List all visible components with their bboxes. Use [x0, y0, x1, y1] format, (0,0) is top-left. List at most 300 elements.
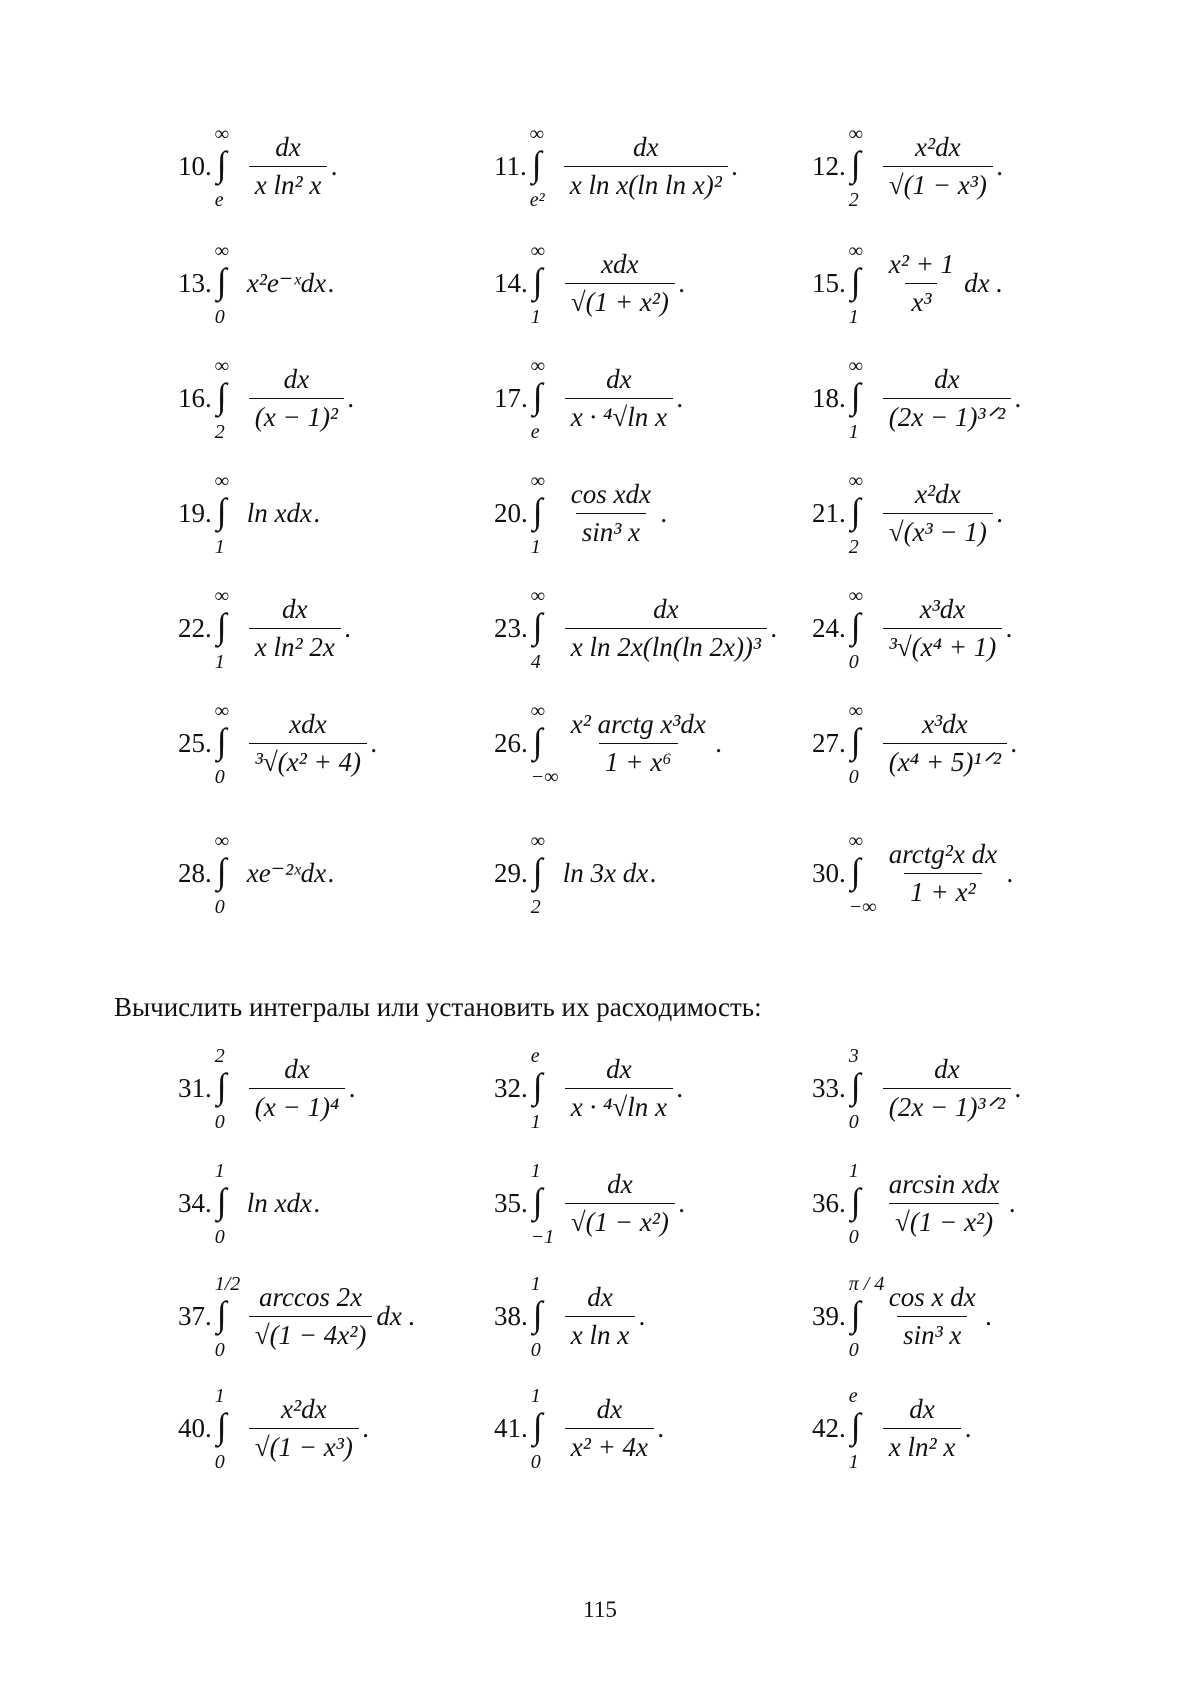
denominator: √(x³ − 1) — [883, 513, 993, 548]
integral-problem — [494, 240, 686, 328]
denominator: x · ⁴√ln x — [565, 398, 673, 433]
integral-sign — [848, 1045, 875, 1133]
trailing-text: . — [1015, 382, 1022, 413]
lower-limit: 0 — [214, 766, 225, 788]
integral-problem — [178, 1385, 370, 1473]
numerator: arcsin xdx — [888, 1168, 1000, 1199]
problem-number: 16. — [178, 382, 212, 413]
numerator: x² + 1 — [888, 248, 955, 279]
denominator: (x − 1)⁴ — [249, 1088, 346, 1123]
problem-number: 18. — [812, 382, 846, 413]
lower-limit: 2 — [214, 421, 225, 443]
integrand-fraction — [565, 479, 657, 548]
trailing-text: . — [676, 1072, 684, 1103]
trailing-text: . — [370, 727, 378, 758]
lower-limit: 1 — [848, 421, 859, 443]
integral-sign — [214, 700, 241, 788]
upper-limit: ∞ — [214, 470, 230, 492]
numerator: dx — [909, 1393, 935, 1424]
integral-problem — [494, 830, 657, 918]
numerator: dx — [284, 1053, 310, 1084]
problem-number: 25. — [178, 727, 212, 758]
trailing-text: . — [639, 1300, 646, 1331]
trailing-text: . — [660, 497, 668, 528]
integral-glyph: ∫ — [216, 606, 227, 646]
integral-sign — [530, 1045, 557, 1133]
integral-problem — [178, 830, 335, 918]
problem-number: 21. — [812, 497, 846, 528]
integral-glyph: ∫ — [531, 144, 542, 184]
integral-problem — [494, 1045, 684, 1133]
integral-glyph: ∫ — [532, 261, 543, 301]
integrand-fraction — [565, 594, 767, 663]
lower-limit: e — [214, 189, 224, 211]
integral-glyph: ∫ — [850, 851, 861, 891]
upper-limit: 1 — [214, 1160, 225, 1182]
numerator: dx — [283, 363, 310, 394]
integral-problem — [812, 1273, 993, 1361]
section-heading: Вычислить интегралы или установить их расходимость: — [114, 992, 762, 1022]
integral-problem — [812, 1160, 1017, 1248]
denominator: x ln 2x(ln(ln 2x))³ — [565, 628, 767, 663]
problem-number: 38. — [494, 1300, 528, 1331]
integral-problem — [812, 470, 1004, 558]
lower-limit: 1 — [530, 1111, 541, 1133]
trailing-text: . — [678, 267, 686, 298]
integral-sign — [848, 585, 875, 673]
integrand-fraction — [883, 1282, 982, 1351]
upper-limit: ∞ — [530, 355, 546, 377]
lower-limit: e — [530, 421, 540, 443]
integrand: xe⁻²ˣdx — [246, 857, 327, 888]
upper-limit: ∞ — [848, 470, 864, 492]
problem-number: 20. — [494, 497, 528, 528]
denominator: x · ⁴√ln x — [565, 1088, 673, 1123]
trailing-text: . — [658, 1412, 665, 1443]
integral-problem — [178, 1273, 416, 1361]
denominator: (x − 1)² — [249, 398, 344, 433]
numerator: arccos 2x — [258, 1281, 363, 1312]
integral-sign — [530, 1385, 557, 1473]
trailing-text: . — [1010, 727, 1018, 758]
integral-sign — [848, 1385, 875, 1473]
lower-limit: 2 — [848, 189, 859, 211]
problem-number: 41. — [494, 1412, 528, 1443]
integral-glyph: ∫ — [216, 1066, 227, 1106]
integral-sign — [214, 830, 241, 918]
numerator: xdx — [601, 248, 639, 279]
integral-problem — [494, 1160, 686, 1248]
lower-limit: 0 — [530, 1339, 541, 1361]
integral-problem — [812, 585, 1013, 673]
upper-limit: ∞ — [530, 830, 546, 852]
trailing-text: dx . — [964, 267, 1004, 298]
integral-sign — [848, 355, 875, 443]
integral-glyph: ∫ — [850, 1181, 861, 1221]
problem-number: 26. — [494, 727, 528, 758]
upper-limit: ∞ — [848, 700, 864, 722]
trailing-text: . — [996, 150, 1004, 181]
upper-limit: ∞ — [214, 830, 230, 852]
problem-number: 13. — [178, 267, 212, 298]
lower-limit: 1 — [530, 306, 541, 328]
upper-limit: ∞ — [529, 123, 545, 145]
integral-problem — [494, 355, 684, 443]
trailing-text: . — [313, 1187, 321, 1218]
problem-number: 12. — [812, 150, 846, 181]
problem-number: 30. — [812, 857, 846, 888]
integral-glyph: ∫ — [216, 144, 227, 184]
integral-glyph: ∫ — [850, 1066, 861, 1106]
integral-problem — [812, 830, 1014, 918]
problem-number: 27. — [812, 727, 846, 758]
upper-limit: 1 — [530, 1385, 541, 1407]
denominator: x² + 4x — [565, 1428, 654, 1463]
integrand-fraction — [565, 1282, 635, 1351]
trailing-text: . — [348, 382, 355, 413]
integral-glyph: ∫ — [216, 1406, 227, 1446]
lower-limit: 0 — [214, 1451, 225, 1473]
problem-number: 15. — [812, 267, 846, 298]
integral-sign — [848, 1160, 875, 1248]
integrand-fraction — [565, 1169, 675, 1238]
denominator: x ln² x — [249, 166, 328, 201]
lower-limit: 0 — [848, 1339, 859, 1361]
lower-limit: 4 — [530, 651, 541, 673]
lower-limit: 2 — [848, 536, 859, 558]
integrand-fraction — [883, 479, 993, 548]
integrand-fraction — [249, 709, 367, 778]
integrand-fraction — [565, 1054, 673, 1123]
integral-sign — [214, 470, 241, 558]
integral-problem — [178, 355, 355, 443]
integral-glyph: ∫ — [532, 376, 543, 416]
numerator: dx — [587, 1281, 613, 1312]
integrand-fraction — [565, 1394, 654, 1463]
upper-limit: 1 — [530, 1273, 541, 1295]
upper-limit: 1 — [530, 1160, 541, 1182]
trailing-text: . — [362, 1412, 370, 1443]
trailing-text: . — [349, 1072, 357, 1103]
problem-number: 14. — [494, 267, 528, 298]
integrand: ln xdx — [246, 1187, 312, 1218]
lower-limit: −∞ — [848, 896, 877, 918]
integral-sign — [214, 585, 241, 673]
denominator: ³√(x⁴ + 1) — [883, 628, 1003, 663]
integral-glyph: ∫ — [216, 721, 227, 761]
integral-problem — [178, 700, 378, 788]
trailing-text: . — [313, 497, 321, 528]
integrand-fraction — [883, 364, 1011, 433]
lower-limit: 0 — [848, 1226, 859, 1248]
lower-limit: 0 — [214, 896, 225, 918]
lower-limit: 1 — [848, 306, 859, 328]
problem-number: 34. — [178, 1187, 212, 1218]
integral-problem — [494, 1273, 646, 1361]
integral-problem — [494, 1385, 665, 1473]
upper-limit: ∞ — [848, 585, 864, 607]
integral-sign — [530, 1160, 557, 1248]
integral-sign — [530, 700, 559, 788]
integrand-fraction — [565, 364, 673, 433]
trailing-text: dx . — [376, 1300, 416, 1331]
denominator: x ln² 2x — [249, 628, 341, 663]
numerator: dx — [633, 131, 659, 162]
upper-limit: 1/2 — [214, 1273, 241, 1295]
integral-glyph: ∫ — [532, 851, 543, 891]
integral-sign — [214, 1160, 241, 1248]
integral-sign — [848, 830, 877, 918]
lower-limit: 0 — [530, 1451, 541, 1473]
problem-number: 36. — [812, 1187, 846, 1218]
integral-sign — [848, 700, 875, 788]
integral-sign — [214, 1273, 241, 1361]
upper-limit: 3 — [848, 1045, 859, 1067]
problem-number: 11. — [494, 150, 527, 181]
integral-sign — [848, 240, 875, 328]
problem-number: 42. — [812, 1412, 846, 1443]
integral-problem — [178, 123, 339, 211]
integrand-fraction — [565, 709, 712, 778]
lower-limit: 1 — [214, 536, 225, 558]
integral-glyph: ∫ — [532, 1181, 543, 1221]
lower-limit: 1 — [848, 1451, 859, 1473]
integrand: x²e⁻ˣdx — [246, 267, 327, 298]
integral-problem — [494, 700, 723, 788]
integral-sign — [214, 240, 241, 328]
integral-problem — [812, 700, 1018, 788]
integral-glyph: ∫ — [850, 1406, 861, 1446]
numerator: arctg²x dx — [888, 838, 998, 869]
problem-number: 39. — [812, 1300, 846, 1331]
problem-number: 28. — [178, 857, 212, 888]
denominator: x ln x — [565, 1316, 635, 1351]
integral-glyph: ∫ — [532, 721, 543, 761]
integral-sign — [530, 830, 557, 918]
denominator: √(1 − x²) — [565, 1203, 675, 1238]
integral-glyph: ∫ — [532, 1294, 543, 1334]
integral-sign — [848, 123, 875, 211]
integrand-fraction — [883, 1394, 962, 1463]
integral-problem — [178, 1160, 321, 1248]
denominator: 1 + x² — [904, 873, 981, 908]
numerator: cos xdx — [570, 478, 651, 509]
denominator: 1 + x⁶ — [599, 743, 678, 778]
lower-limit: 1 — [530, 536, 541, 558]
upper-limit: e — [848, 1385, 858, 1407]
integral-glyph: ∫ — [216, 1181, 227, 1221]
problem-number: 19. — [178, 497, 212, 528]
integrand-fraction — [883, 594, 1003, 663]
problem-number: 37. — [178, 1300, 212, 1331]
problem-number: 10. — [178, 150, 212, 181]
integrand-fraction — [249, 1394, 359, 1463]
trailing-text: . — [650, 857, 657, 888]
integral-problem — [812, 355, 1022, 443]
integral-glyph: ∫ — [850, 1294, 861, 1334]
denominator: x³ — [905, 283, 937, 318]
integral-glyph: ∫ — [216, 851, 227, 891]
problem-number: 32. — [494, 1072, 528, 1103]
trailing-text: . — [328, 857, 335, 888]
numerator: x³dx — [922, 708, 968, 739]
integral-glyph: ∫ — [216, 376, 227, 416]
integrand-fraction — [883, 249, 960, 318]
upper-limit: 1 — [848, 1160, 859, 1182]
integrand: ln 3x dx — [562, 857, 649, 888]
upper-limit: ∞ — [848, 830, 864, 852]
numerator: x² arctg x³dx — [570, 708, 706, 739]
integrand-fraction — [883, 132, 993, 201]
integral-glyph: ∫ — [532, 1406, 543, 1446]
numerator: dx — [596, 1393, 623, 1424]
integrand-fraction — [249, 594, 341, 663]
upper-limit: ∞ — [530, 700, 546, 722]
problem-number: 24. — [812, 612, 846, 643]
trailing-text: . — [715, 727, 723, 758]
numerator: x²dx — [281, 1393, 327, 1424]
integral-glyph: ∫ — [532, 1066, 543, 1106]
upper-limit: ∞ — [530, 240, 546, 262]
trailing-text: . — [1006, 612, 1013, 643]
integrand-fraction — [883, 839, 1003, 908]
denominator: sin³ x — [576, 513, 646, 548]
trailing-text: . — [985, 1300, 993, 1331]
upper-limit: ∞ — [848, 123, 864, 145]
integral-sign — [214, 355, 241, 443]
upper-limit: ∞ — [214, 355, 230, 377]
upper-limit: ∞ — [214, 123, 230, 145]
trailing-text: . — [1015, 1072, 1022, 1103]
integral-glyph: ∫ — [532, 606, 543, 646]
upper-limit: ∞ — [848, 355, 864, 377]
lower-limit: 2 — [530, 896, 541, 918]
upper-limit: π / 4 — [848, 1273, 885, 1295]
integrand-fraction — [883, 1054, 1011, 1123]
trailing-text: . — [676, 382, 684, 413]
trailing-text: . — [328, 267, 335, 298]
trailing-text: . — [678, 1187, 686, 1218]
integral-problem — [812, 240, 1004, 328]
numerator: dx — [607, 1168, 633, 1199]
trailing-text: . — [996, 497, 1004, 528]
denominator: √(1 − x³) — [249, 1428, 359, 1463]
numerator: dx — [653, 593, 679, 624]
denominator: √(1 − x³) — [883, 166, 993, 201]
integral-problem — [812, 123, 1004, 211]
integral-problem — [812, 1385, 973, 1473]
problem-number: 17. — [494, 382, 528, 413]
integrand-fraction — [249, 1282, 373, 1351]
lower-limit: e² — [529, 189, 545, 211]
lower-limit: −1 — [530, 1226, 555, 1248]
integral-sign — [530, 240, 557, 328]
integral-glyph: ∫ — [216, 491, 227, 531]
denominator: x ln² x — [883, 1428, 962, 1463]
denominator: (x⁴ + 5)¹ᐟ² — [883, 743, 1007, 778]
problem-number: 33. — [812, 1072, 846, 1103]
upper-limit: ∞ — [214, 700, 230, 722]
denominator: √(1 + x²) — [565, 283, 675, 318]
integral-sign — [214, 1045, 241, 1133]
integral-problem — [178, 1045, 357, 1133]
integral-sign — [848, 1273, 885, 1361]
numerator: dx — [934, 363, 960, 394]
denominator: √(1 − 4x²) — [249, 1316, 373, 1351]
numerator: dx — [275, 131, 301, 162]
denominator: √(1 − x²) — [889, 1203, 999, 1238]
integral-glyph: ∫ — [850, 491, 861, 531]
upper-limit: ∞ — [530, 585, 546, 607]
numerator: dx — [282, 593, 308, 624]
problem-number: 22. — [178, 612, 212, 643]
problem-number: 31. — [178, 1072, 212, 1103]
upper-limit: ∞ — [848, 240, 864, 262]
denominator: sin³ x — [897, 1316, 967, 1351]
lower-limit: 0 — [848, 1111, 859, 1133]
upper-limit: ∞ — [214, 585, 230, 607]
problem-number: 40. — [178, 1412, 212, 1443]
integrand-fraction — [249, 364, 344, 433]
numerator: dx — [934, 1053, 960, 1084]
integral-glyph: ∫ — [216, 261, 227, 301]
upper-limit: 2 — [214, 1045, 225, 1067]
denominator: (2x − 1)³ᐟ² — [883, 398, 1011, 433]
integral-sign — [214, 123, 241, 211]
integral-problem — [812, 1045, 1022, 1133]
integral-sign — [848, 470, 875, 558]
numerator: dx — [606, 1053, 632, 1084]
numerator: x²dx — [915, 131, 961, 162]
integral-glyph: ∫ — [850, 144, 861, 184]
lower-limit: 1 — [214, 651, 225, 673]
problem-number: 29. — [494, 857, 528, 888]
page-number: 115 — [583, 1597, 617, 1622]
integrand-fraction — [565, 249, 675, 318]
lower-limit: −∞ — [530, 766, 559, 788]
numerator: x³dx — [919, 593, 966, 624]
integral-sign — [530, 585, 557, 673]
integral-glyph: ∫ — [532, 491, 543, 531]
denominator: (2x − 1)³ᐟ² — [883, 1088, 1011, 1123]
trailing-text: . — [771, 612, 778, 643]
problem-number: 35. — [494, 1187, 528, 1218]
trailing-text: . — [731, 150, 739, 181]
numerator: cos x dx — [888, 1281, 976, 1312]
numerator: dx — [606, 363, 632, 394]
lower-limit: 0 — [214, 1339, 225, 1361]
integrand-fraction — [249, 1054, 346, 1123]
upper-limit: ∞ — [214, 240, 230, 262]
integral-glyph: ∫ — [216, 1294, 227, 1334]
lower-limit: 0 — [214, 1111, 225, 1133]
upper-limit: ∞ — [530, 470, 546, 492]
integral-sign — [530, 355, 557, 443]
integral-glyph: ∫ — [850, 606, 861, 646]
integral-glyph: ∫ — [850, 376, 861, 416]
integral-sign — [530, 1273, 557, 1361]
lower-limit: 0 — [214, 1226, 225, 1248]
integral-problem — [494, 470, 668, 558]
integrand: ln xdx — [246, 497, 312, 528]
integrand-fraction — [564, 132, 728, 201]
upper-limit: 1 — [214, 1385, 225, 1407]
integral-problem — [178, 470, 321, 558]
integral-sign — [529, 123, 556, 211]
lower-limit: 0 — [214, 306, 225, 328]
integral-glyph: ∫ — [850, 261, 861, 301]
trailing-text: . — [1009, 1187, 1017, 1218]
